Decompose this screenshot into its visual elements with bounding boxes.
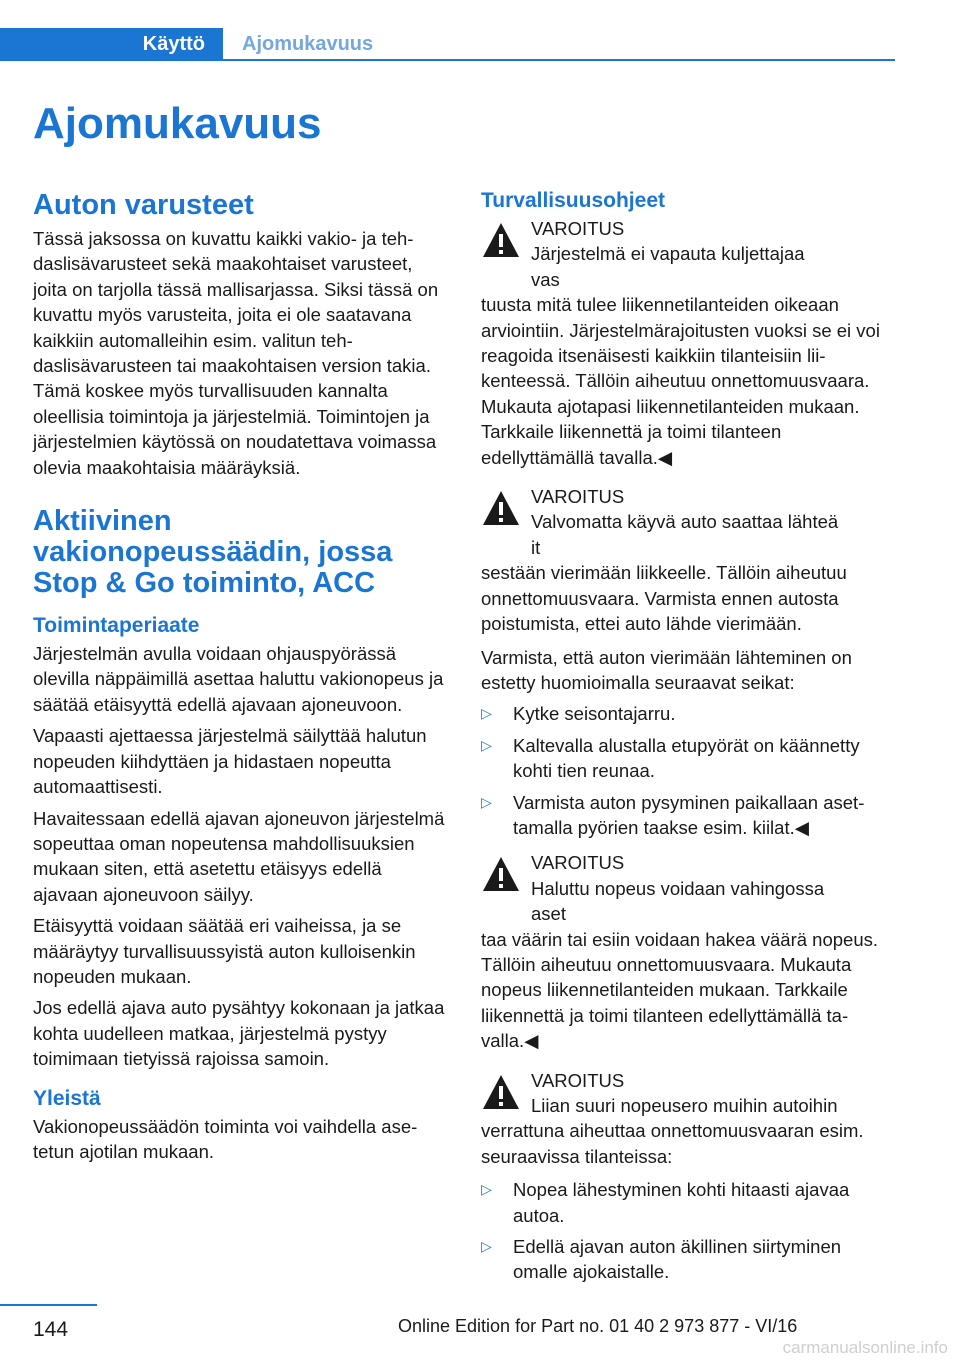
warning-text: tuusta mitä tulee liikennetilanteiden oikeaan arviointiin. Järjestelmärajoitusten vuoksi se ei voi reagoida itsenäisesti kaikkiin tilanteisiin liikenteessä. Tällöin aiheutuu onnettomuusvaara. Mukauta ajotapasi liikennetilanteiden mukaan. Tarkkaile liikennettä ja toimi tilanteen edellyttämällä tavalla.◀ — [481, 294, 880, 468]
heading-yleista: Yleistä — [33, 1086, 101, 1110]
paragraph-toimintaperiaate-5: Jos edellä ajava auto pysähtyy kokonaan ja jatkaa kohta uudelleen matkaa, järjestelmä pystyy toimimaan tietyissä rajoissa samoin. — [33, 997, 445, 1070]
list-item — [481, 1177, 897, 1228]
paragraph-toimintaperiaate-3: Havaitessaan edellä ajavan ajoneuvon järjestelmä sopeuttaa oman nopeutensa mahdollisuuksien mukaan siten, että asetettu etäisyys edellä ajavaan ajoneuvoon säilyy. — [33, 807, 445, 905]
warning-triangle-icon — [481, 488, 521, 528]
warning-block — [481, 484, 897, 636]
warning-label: VAROITUS — [531, 218, 625, 239]
page-number: 144 — [33, 1318, 69, 1341]
watermark: carmanualsonline.info — [782, 1338, 948, 1357]
tab-ajomukavuus-label: Ajomukavuus — [242, 33, 374, 55]
list-item — [481, 1234, 897, 1285]
list-item-text: Kytke seisontajarru. — [513, 703, 676, 725]
list-item-text: Kaltevalla alustalla etupyörät on käännetty kohti tien reunaa. — [513, 734, 860, 782]
heading-acc: Aktiivinen vakionopeussäädin, jossa Stop & Go toiminto, ACC — [33, 505, 393, 600]
list-item-text: Edellä ajavan auton äkillinen siirtyminen omalle ajokaistalle. — [513, 1236, 842, 1283]
header-divider — [0, 59, 895, 61]
warning-block — [481, 850, 897, 1053]
warning-label: VAROITUS — [531, 486, 625, 508]
edition-note: Online Edition for Part no. 01 40 2 973 877 - VI/16 — [398, 1316, 798, 1336]
page-title: Ajomukavuus — [33, 99, 322, 148]
right-column — [481, 188, 897, 1291]
warning-label: VAROITUS — [531, 1069, 625, 1091]
heading-auton-varusteet: Auton varusteet — [33, 189, 254, 221]
warning-block — [481, 216, 897, 470]
warning-block — [481, 1068, 897, 1170]
tab-ajomukavuus[interactable] — [242, 28, 373, 61]
warning-text-first: Haluttu nopeus voidaan vahingossa aset — [531, 877, 825, 925]
paragraph-yleista: Vakionopeussäädön toiminta voi vaihdella asetetun ajotilan mukaan. — [33, 1115, 418, 1162]
triangle-bullet-icon: ▷ — [481, 1238, 492, 1255]
tab-kaytto-label: Käyttö — [142, 33, 205, 55]
heading-toimintaperiaate: Toimintaperiaate — [33, 614, 200, 638]
warning-text-first: Valvomatta käyvä auto saattaa lähteä it — [531, 511, 839, 558]
warning-label: VAROITUS — [531, 852, 625, 874]
footer-divider — [0, 1304, 97, 1306]
warning-text: taa väärin tai esiin voidaan hakea väärä nopeus. Tällöin aiheutuu onnettomuusvaara. Mukauta nopeus liikennetilanteiden mukaan. Tarkkaile liikennettä ja toimi tilanteen edellyttämällä tavalla.◀ — [481, 928, 878, 1052]
warning-triangle-icon — [481, 1072, 521, 1112]
triangle-bullet-icon: ▷ — [481, 793, 492, 810]
triangle-bullet-icon: ▷ — [481, 736, 492, 753]
list-item-text: Varmista auton pysyminen paikallaan asettamalla pyörien taakse esim. kiilat.◀ — [513, 791, 865, 838]
paragraph-toimintaperiaate-2: Vapaasti ajettaessa järjestelmä säilyttää halutun nopeuden kiihdyttäen ja hidastaen nopeutta automaattisesti. — [33, 725, 427, 798]
paragraph-varusteet: Tässä jaksossa on kuvattu kaikki vakio- ja tehdaslisävarusteet sekä maakohtaiset varusteet, joita on tarjolla tässä mallisarjassa. Siksi tässä on kuvattu myös varusteita, joita ei ole saatavana kaikkiin automalleihin esim. valitun tehdaslisävarusteen tai maakohtaisen version takia. Tämä koskee myös turvallisuuden kannalta oleellisia toimintoja ja järjestelmiä. Toimintojen ja järjestelmien käytössä on noudatettava voimassa olevia maakohtaisia määräyksiä. — [33, 228, 439, 478]
list-item-text: Nopea lähestyminen kohti hitaasti ajavaa autoa. — [513, 1179, 850, 1226]
paragraph-varmista: Varmista, että auton vierimään lähteminen on estetty huomioimalla seuraavat seikat: — [481, 646, 852, 693]
warning-text-first: Liian suuri nopeusero muihin autoihin — [531, 1095, 838, 1116]
triangle-bullet-icon: ▷ — [481, 1181, 492, 1198]
tab-kaytto[interactable] — [0, 28, 223, 61]
warning-triangle-icon — [481, 220, 521, 260]
header-tabs — [0, 28, 895, 61]
paragraph-toimintaperiaate-4: Etäisyyttä voidaan säätää eri vaiheissa, ja se määräytyy turvallisuussyistä auton kulloisenkin nopeuden mukaan. — [33, 915, 416, 987]
warning-text: verrattuna aiheuttaa onnettomuusvaaran esim. seuraavissa tilanteissa: — [481, 1120, 864, 1167]
list-item — [481, 701, 897, 726]
paragraph-toimintaperiaate-1: Järjestelmän avulla voidaan ohjauspyörässä olevilla näppäimillä asettaa haluttu vakionopeus ja säätää etäisyyttä edellä ajavaan ajoneuvoon. — [33, 643, 444, 715]
bullet-list-nopeusero — [481, 1177, 897, 1285]
heading-turvallisuusohjeet: Turvallisuusohjeet — [481, 189, 665, 212]
list-item — [481, 790, 897, 841]
left-column — [33, 188, 451, 1170]
warning-text: sestään vierimään liikkeelle. Tällöin aiheutuu onnettomuusvaara. Varmista ennen autosta poistumista, ettei auto lähde vierimään. — [481, 562, 847, 635]
warning-text-first: Järjestelmä ei vapauta kuljettajaa vas — [531, 243, 805, 290]
warning-triangle-icon — [481, 854, 521, 894]
bullet-list-vieriminen — [481, 701, 897, 840]
triangle-bullet-icon: ▷ — [481, 705, 492, 722]
list-item — [481, 733, 897, 784]
